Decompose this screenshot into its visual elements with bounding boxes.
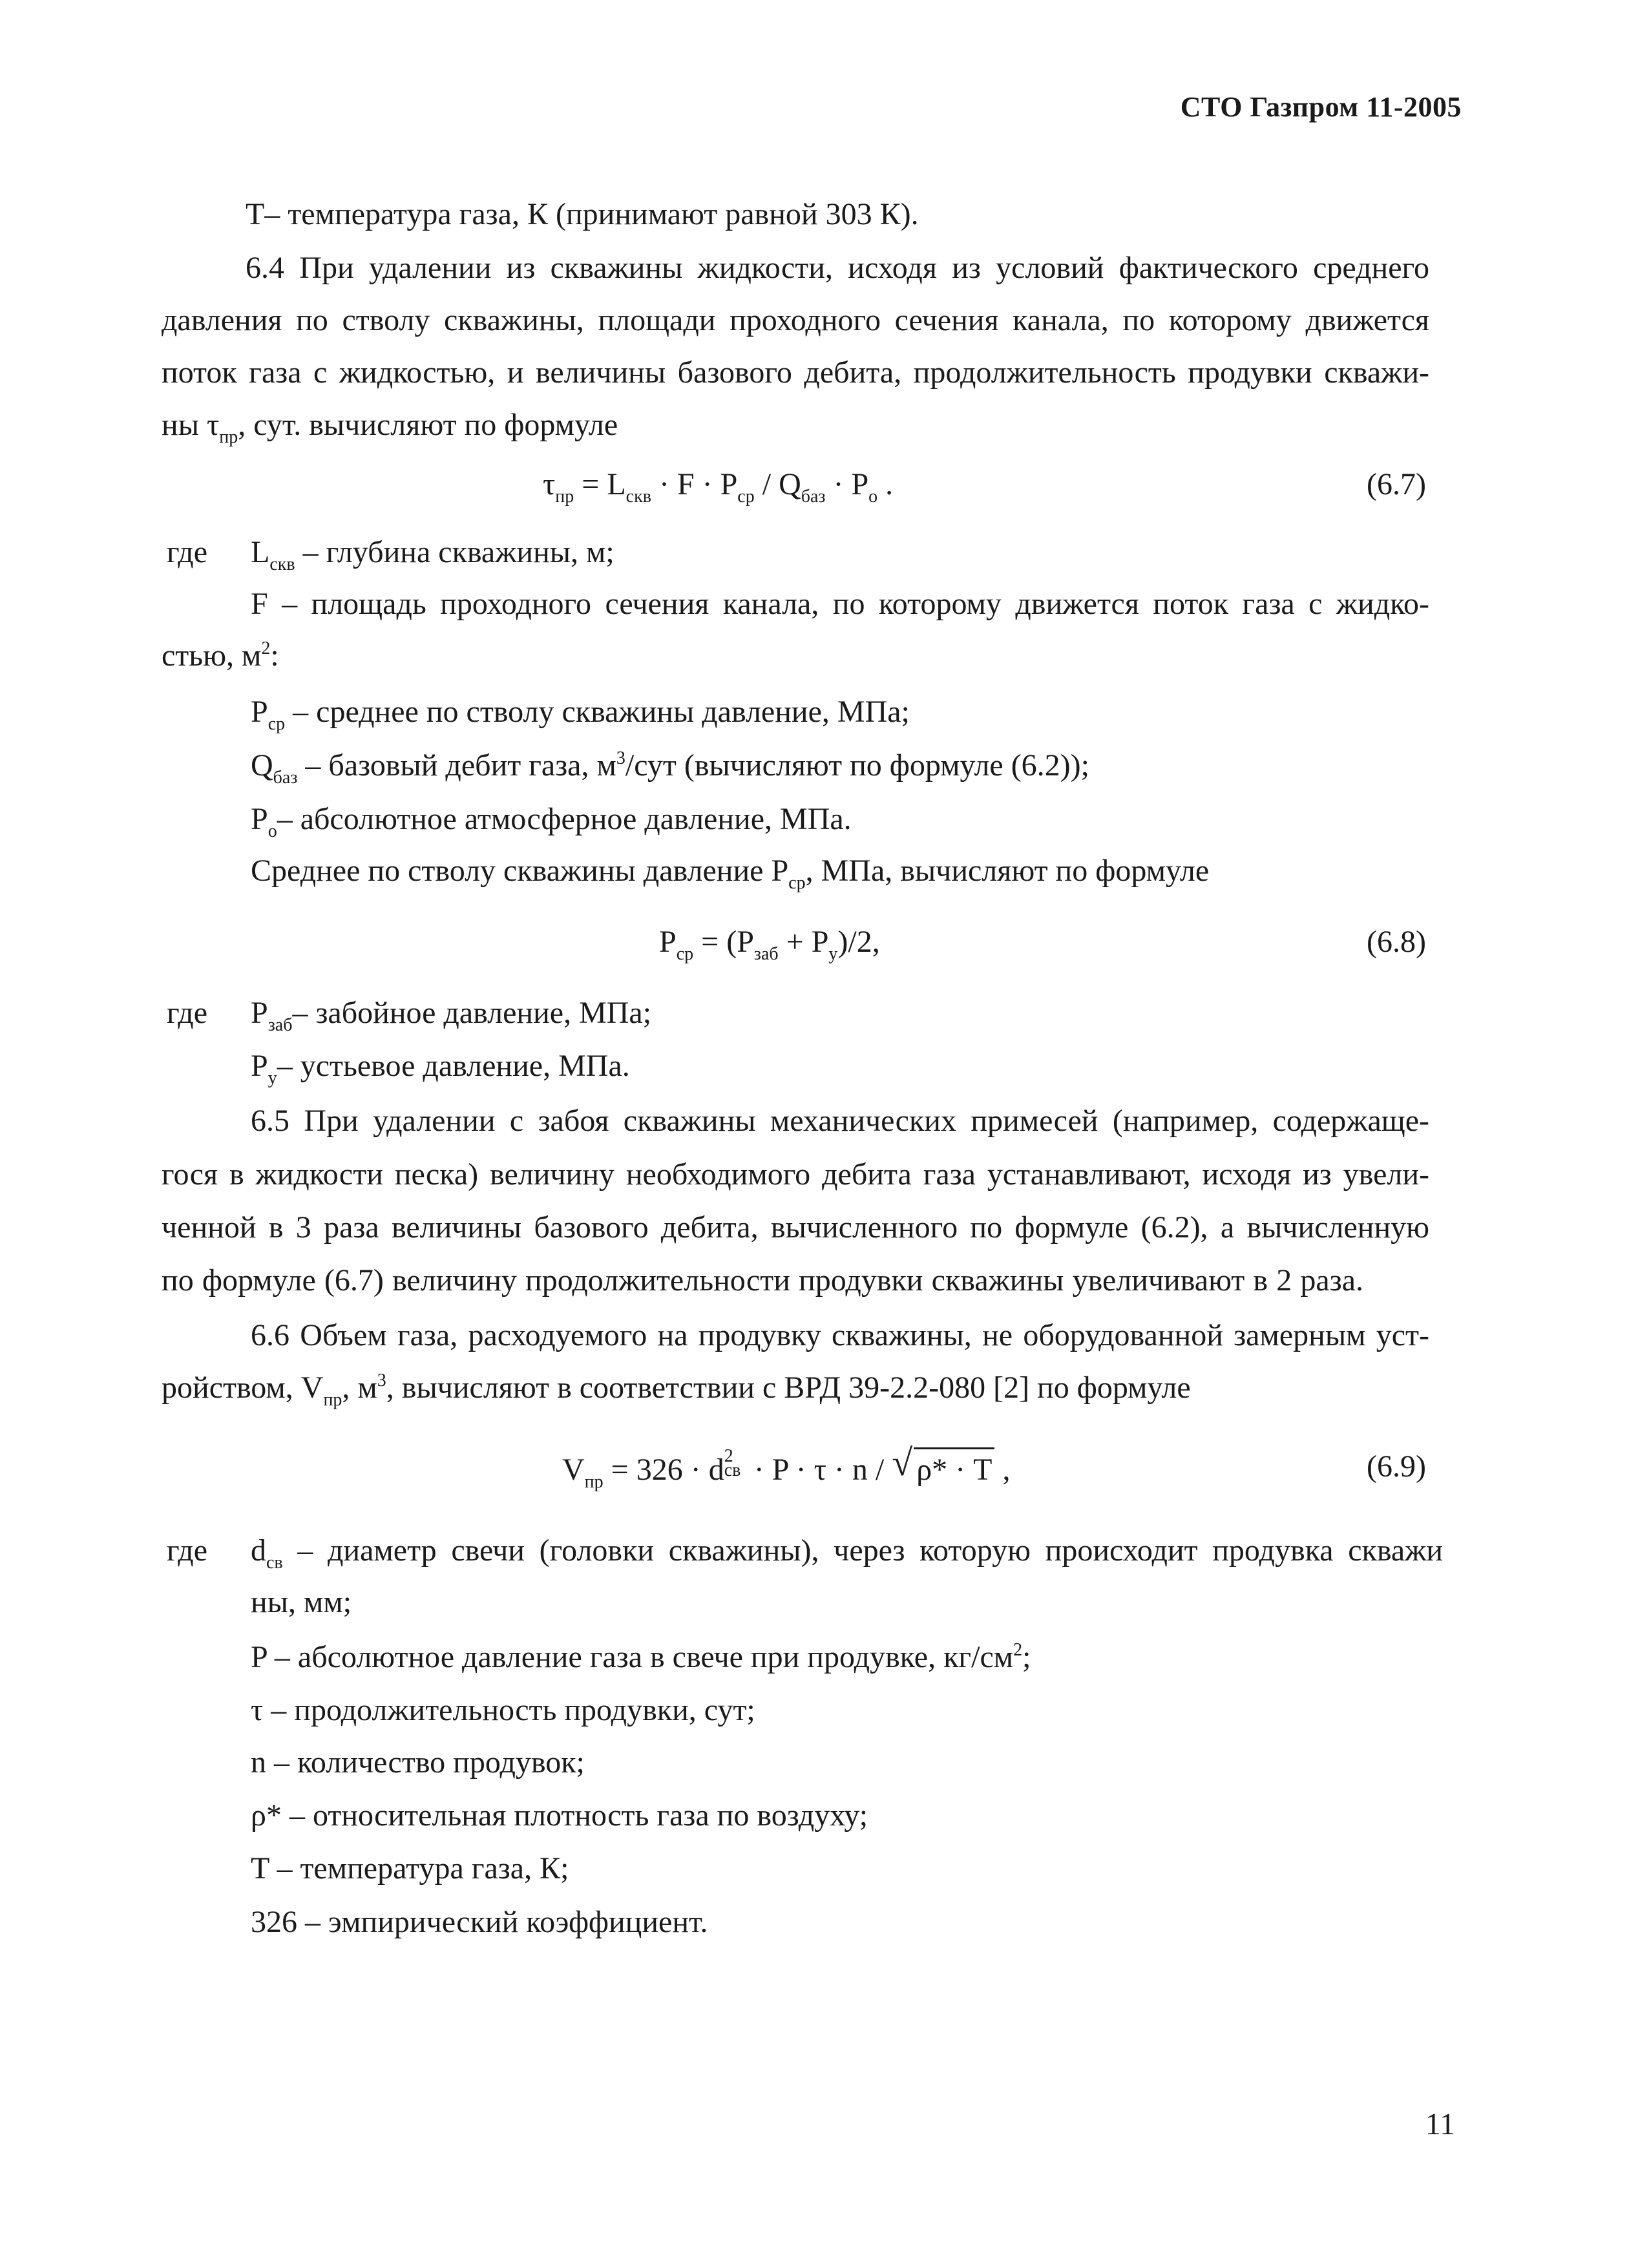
paragraph-6-5-line: гося в жидкости песка) величину необходимого дебита газа устанавливают, исходя из увели- bbox=[162, 1157, 1429, 1192]
definition-line: ρ* – относительная плотность газа по воздуху; bbox=[251, 1798, 868, 1832]
square-root: √ ρ* · T bbox=[892, 1447, 994, 1489]
definition-line: $P_о-$ абсолютное атмосферное давление, МПа. bbox=[251, 802, 852, 841]
formula-6-8: $P_{ср} = (P_{заб} + P_у)/2$, bbox=[659, 925, 880, 964]
definition-line: $P_у-$ устьевое давление, МПа. bbox=[251, 1049, 630, 1088]
formula-6-7: $\tau_{пр} = L_{скв} \cdot F \cdot P_{ср} / Q_{баз} \cdot P_о$ . bbox=[543, 467, 894, 507]
definition-line: 326 – эмпирический коэффициент. bbox=[251, 1905, 708, 1939]
definition-line: $P_{заб}-$ забойное давление, МПа; bbox=[251, 996, 652, 1035]
paragraph-6-4-line: 6.4 При удалении из скважины жидкости, исходя из условий фактического среднего bbox=[246, 251, 1429, 285]
paragraph-6-4-line: ны $\tau_{пр}$, сут. вычисляют по формуле bbox=[162, 408, 618, 447]
paragraph-6-5-line: 6.5 При удалении с забоя скважины механических примесей (например, содержаще- bbox=[251, 1104, 1429, 1138]
paragraph-6-4-line: давления по стволу скважины, площади проходного сечения канала, по которому движется bbox=[162, 303, 1429, 337]
definition-line: P – абсолютное давление газа в свече при продувке, $кг/см^2$; bbox=[251, 1640, 1031, 1674]
text-line: Среднее по стволу скважины давление $P_{ср}$, МПа, вычисляют по формуле bbox=[251, 854, 1210, 893]
paragraph-6-4-line: поток газа с жидкостью, и величины базового дебита, продолжительность продувки скважи- bbox=[162, 355, 1429, 390]
document-header: СТО Газпром 11-2005 bbox=[1180, 91, 1462, 123]
where-label: где bbox=[167, 535, 208, 569]
equation-number: (6.7) bbox=[1367, 467, 1426, 501]
page-number: 11 bbox=[1425, 2107, 1455, 2141]
definition-line: τ – продолжительность продувки, сут; bbox=[251, 1693, 755, 1727]
paragraph-6-5-line: ченной в 3 раза величины базового дебита, вычисленного по формуле (6.2), а вычисленную bbox=[162, 1210, 1429, 1244]
equation-number: (6.9) bbox=[1367, 1449, 1426, 1484]
formula-6-9: $V_{пр} = 326 \cdot d$ 2 св · P · τ · n / √ ρ* · T , bbox=[562, 1442, 1011, 1492]
definition-line: F – площадь проходного сечения канала, по которому движется поток газа с жидко- bbox=[251, 587, 1429, 621]
text-line: Т– температура газа, К (принимают равной 303 К). bbox=[246, 197, 919, 231]
definition-line: $d_{св}$ – диаметр свечи (головки скважины), через которую происходит продувка скважи bbox=[251, 1533, 1443, 1573]
paragraph-6-6-line: 6.6 Объем газа, расходуемого на продувку скважины, не оборудованной замерным уст- bbox=[251, 1318, 1429, 1352]
definition-line: $Q_{баз}$ – базовый дебит газа, $м^3$/сут (вычисляют по формуле (6.2)); bbox=[251, 748, 1089, 788]
paragraph-6-6-line: ройством, $V_{пр}$, $м^3$, вычисляют в соответствии с ВРД 39-2.2-080 [2] по формуле bbox=[162, 1370, 1191, 1410]
equation-number: (6.8) bbox=[1367, 925, 1426, 959]
where-label: где bbox=[167, 996, 208, 1030]
definition-line: стью, $м^2$: bbox=[162, 638, 279, 673]
paragraph-6-5-line: по формуле (6.7) величину продолжительности продувки скважины увеличивают в 2 раза. bbox=[162, 1263, 1363, 1297]
where-label: где bbox=[167, 1533, 208, 1568]
definition-line: ны, мм; bbox=[251, 1585, 352, 1619]
definition-line: T – температура газа, К; bbox=[251, 1851, 569, 1885]
definition-line: $P_{ср}$ – среднее по стволу скважины давление, МПа; bbox=[251, 695, 910, 734]
definition-line: $L_{скв}$ – глубина скважины, м; bbox=[251, 535, 614, 574]
definition-line: n – количество продувок; bbox=[251, 1745, 585, 1780]
